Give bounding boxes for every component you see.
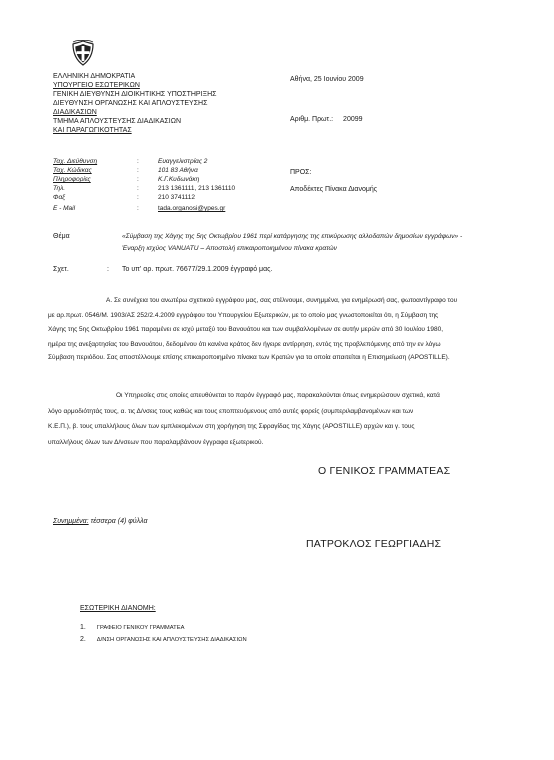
subject-line-1: «Σύμβαση της Χάγης της 5ης Οκτωβρίου 1961 περί κατάργησης της επικύρωσης αλλοδαπών δημοσίων εγγράφων» - [122, 233, 463, 240]
contact-label-info: Πληροφορίες [53, 176, 91, 183]
distribution-item [80, 635, 247, 645]
distribution-item-text: Δ/ΝΣΗ ΟΡΓΑΝΩΣΗΣ ΚΑΙ ΑΠΛΟΥΣΤΕΥΣΗΣ ΔΙΑΔΙΚΑΣΙΩΝ [96, 637, 247, 643]
header-line-department-cont: ΚΑΙ ΠΑΡΑΓΩΓΙΚΟΤΗΤΑΣ [53, 127, 132, 134]
body-p2-line: Κ.Ε.Π.), β. τους υπαλλήλους όλων των εμπλεκομένων στη χορήγηση της Σφραγίδας της Χάγης (APOSTILLE) αρχών και γ. τους [48, 423, 415, 430]
contact-label-fax: Φαξ [53, 194, 66, 201]
signature-title: Ο ΓΕΝΙΚΟΣ ΓΡΑΜΜΑΤΕΑΣ [318, 465, 451, 477]
body-p2-line: Οι Υπηρεσίες στις οποίες απευθύνεται το παρόν έγγραφό μας, παρακαλούνται όπως ενημερώσουν σχετικά, κατά [116, 392, 440, 399]
subject-label: Θέμα [53, 233, 70, 240]
header-line-directorate: ΔΙΕΥΘΥΝΣΗ ΟΡΓΑΝΩΣΗΣ ΚΑΙ ΑΠΛΟΥΣΤΕΥΣΗΣ [53, 100, 208, 107]
contact-label-address: Ταχ. Διεύθυνση [53, 158, 98, 165]
header-line-general-directorate: ΓΕΝΙΚΗ ΔΙΕΥΘΥΝΣΗ ΔΙΟΙΚΗΤΙΚΗΣ ΥΠΟΣΤΗΡΙΞΗΣ [53, 91, 217, 98]
contact-label-email: E - Mail [53, 205, 76, 212]
body-p1-line: με αρ.πρωτ. 0546/Μ. 1903/ΑΣ 252/2.4.2009 εγγράφου του Υπουργείου Εξωτερικών, με το οποίο μας γνωστοποιείται ότι, η Σύμβαση της [48, 311, 439, 319]
document-date: Αθήνα, 25 Ιουνίου 2009 [290, 76, 364, 83]
header-line-directorate-cont: ΔΙΑΔΙΚΑΣΙΩΝ [53, 109, 97, 116]
distribution-item-number: 2. [80, 636, 86, 643]
body-p1-line: Σύμβαση περιόδου. Σας αποστέλλουμε επίσης επικαιροποιημένο πίνακα των Κρατών για τα οποία απαιτείται η Επισημείωση (APOSTILLE). [48, 354, 450, 361]
signatory-name: ΠΑΤΡΟΚΛΟΣ ΓΕΩΡΓΙΑΔΗΣ [306, 538, 442, 550]
contact-value-address: Ευαγγελιστρίας 2 [158, 158, 208, 165]
body-p2-line: υπαλλήλους όλων των Δ/νσεων που παραλαμβάνουν έγγραφα εξωτερικού. [48, 438, 264, 446]
subject-line-2: Έναρξη ισχύος VANUATU – Αποστολή επικαιροποιημένου πίνακα κρατών [122, 245, 337, 252]
distribution-item-text: ΓΡΑΦΕΙΟ ΓΕΝΙΚΟΥ ΓΡΑΜΜΑΤΕΑ [96, 625, 185, 631]
distribution-item [80, 623, 184, 633]
contact-value-postcode: 101 83 Αθήνα [158, 167, 198, 174]
recipient-value: Αποδέκτες Πίνακα Διανομής [290, 186, 378, 193]
protocol-number: 20099 [343, 116, 363, 123]
distribution-title: ΕΣΩΤΕΡΙΚΗ ΔΙΑΝΟΜΗ: [80, 605, 156, 612]
header-line-state: ΕΛΛΗΝΙΚΗ ΔΗΜΟΚΡΑΤΙΑ [53, 73, 136, 80]
attachments-value: τέσσερα (4) φύλλα [90, 518, 148, 525]
header-line-department: ΤΜΗΜΑ ΑΠΛΟΥΣΤΕΥΣΗΣ ΔΙΑΔΙΚΑΣΙΩΝ [53, 118, 181, 125]
related-value: Το υπ' αρ. πρωτ. 76677/29.1.2009 έγγραφό μας. [122, 266, 273, 273]
state-emblem-icon [70, 40, 96, 66]
contact-value-info: Κ.Γ.Κυδωνάκη [158, 176, 200, 183]
body-p2-line: λόγο αρμοδιότητάς τους, α. τις Δ/νσεις τους καθώς και τους εποπτευόμενους από αυτές φορείς (συμπεριλαμβανομένων και των [48, 407, 414, 415]
body-p1-line: Χάγης της 5ης Οκτωβρίου 1961 παραμένει σε ισχύ μεταξύ του Βανουάτου και των συμβαλλομένων σε αυτήν μερών από 30 Ιουλίου 1980, [48, 326, 444, 333]
header-line-ministry: ΥΠΟΥΡΓΕΙΟ ΕΣΩΤΕΡΙΚΩΝ [53, 82, 140, 89]
recipient-label: ΠΡΟΣ: [290, 169, 312, 176]
protocol-label: Αριθμ. Πρωτ.: [290, 116, 334, 123]
contact-label-phone: Τηλ. [53, 185, 66, 192]
contact-value-phone: 213 1361111, 213 1361110 [158, 185, 236, 192]
attachments-label: Συνημμένα: [53, 518, 89, 525]
contact-value-fax: 210 3741112 [158, 194, 195, 201]
body-paragraph-2 [48, 391, 518, 448]
distribution-item-number: 1. [80, 624, 86, 631]
body-paragraph-1 [48, 296, 518, 364]
body-p1-line: ημέρα της ανεξαρτησίας του Βανουάτου, δεδομένου ότι κανένα κράτος δεν ήγειρε αντίρρηση, εντός της προβλεπόμενης από την εν λόγω [48, 340, 441, 348]
contact-label-postcode: Ταχ. Κώδικας [53, 167, 92, 174]
contact-value-email[interactable]: tada.organosi@ypes.gr [158, 205, 226, 212]
related-label: Σχετ. [53, 266, 69, 273]
body-p1-line: Α. Σε συνέχεια του ανωτέρω σχετικού εγγράφου μας, σας στέλνουμε, συνημμένα, για ενημέρωσή σας, φωτοαντίγραφο του [106, 297, 458, 304]
